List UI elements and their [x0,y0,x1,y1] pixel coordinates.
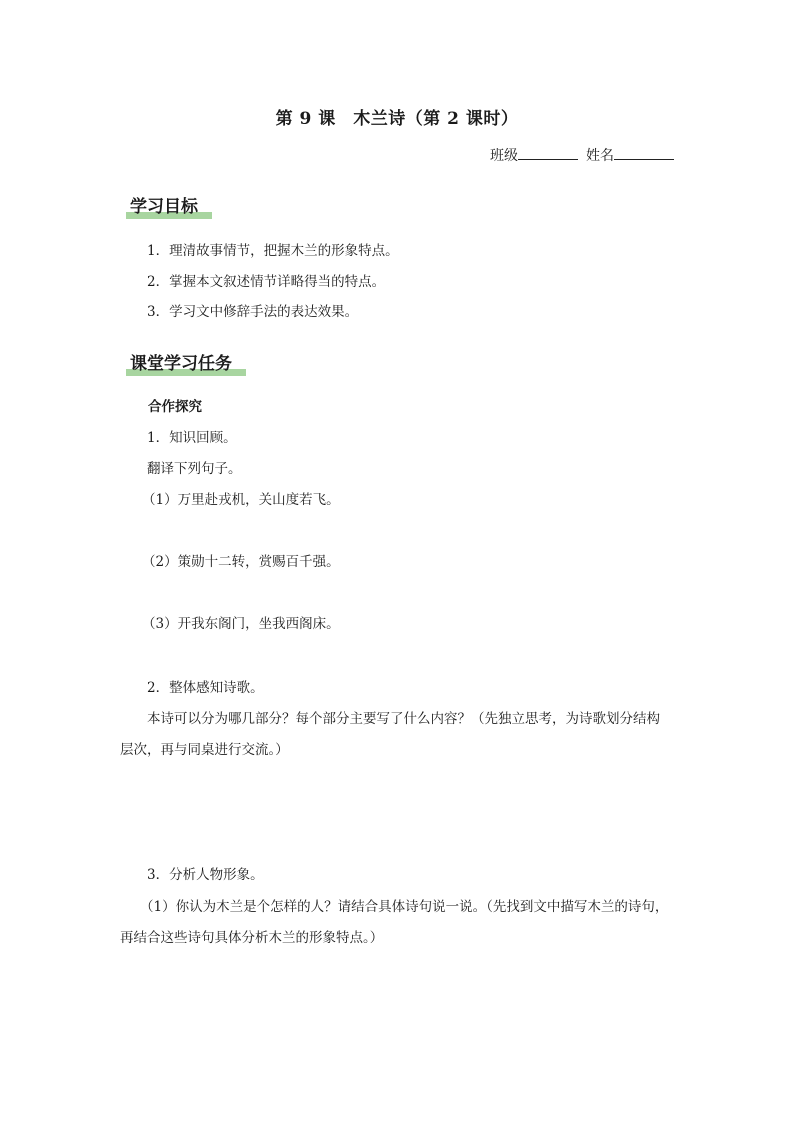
translation-item: （2）策勋十二转，赏赐百千强。 [142,554,340,570]
question-2-text: 本诗可以分为哪几部分？每个部分主要写了什么内容？（先独立思考，为诗歌划分结构 [147,711,660,727]
question-2-text: 层次，再与同桌进行交流。） [120,742,289,758]
name-label: 姓名 [586,148,614,164]
name-field [586,145,674,165]
student-info [490,145,674,165]
translation-item: （1）万里赴戎机，关山度若飞。 [142,492,340,508]
question-1-title: 1．知识回顾。 [147,430,237,446]
subheading-cooperative-inquiry: 合作探究 [148,399,202,415]
class-label: 班级 [490,148,518,164]
translation-item: （3）开我东阁门，坐我西阁床。 [142,616,340,632]
page-title: 第 9 课 木兰诗（第 2 课时） [275,109,519,129]
question-3-text: （1）你认为木兰是个怎样的人？请结合具体诗句说一说。（先找到文中描写木兰的诗句， [140,899,669,915]
class-field [490,145,578,165]
question-3-text: 再结合这些诗句具体分析木兰的形象特点。） [120,930,384,946]
section-heading-objectives [126,192,198,220]
name-blank[interactable] [614,145,674,160]
question-3-title: 3．分析人物形象。 [147,867,264,883]
objective-item: 1．理清故事情节，把握木兰的形象特点。 [147,243,399,259]
section-heading-text: 学习目标 [130,197,198,217]
objective-item: 3．学习文中修辞手法的表达效果。 [147,304,359,320]
objective-item: 2．掌握本文叙述情节详略得当的特点。 [147,274,386,290]
question-1-instruction: 翻译下列句子。 [147,461,242,477]
question-2-title: 2．整体感知诗歌。 [147,680,264,696]
section-heading-tasks [126,349,232,377]
section-heading-text: 课堂学习任务 [130,354,232,374]
class-blank[interactable] [518,145,578,160]
